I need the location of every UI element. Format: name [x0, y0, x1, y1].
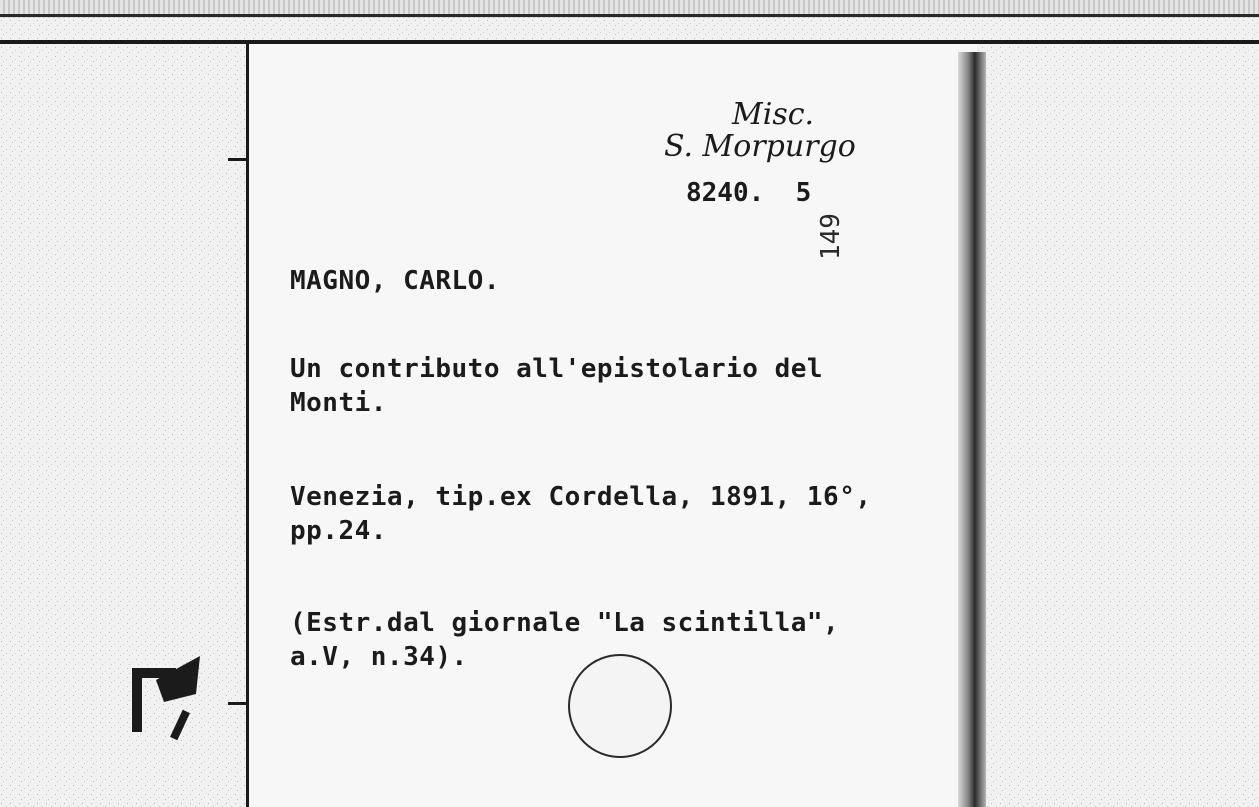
collection-label-misc: Misc.: [732, 97, 815, 132]
card-right-edge: [958, 52, 986, 807]
library-stamp-icon: [126, 650, 206, 746]
title-line-2: Monti.: [290, 388, 387, 418]
left-tick-mark-lower: [228, 702, 248, 705]
shelfmark: 8240. 5: [686, 178, 812, 208]
side-number: 149: [816, 213, 846, 260]
imprint-line-2: pp.24.: [290, 516, 387, 546]
left-tick-mark: [228, 158, 248, 161]
author-heading: MAGNO, CARLO.: [290, 266, 500, 296]
collection-label-name: S. Morpurgo: [664, 129, 856, 164]
note-line-1: (Estr.dal giornale "La scintilla",: [290, 608, 840, 638]
imprint-line-1: Venezia, tip.ex Cordella, 1891, 16°,: [290, 482, 872, 512]
punch-hole: [568, 654, 672, 758]
note-line-2: a.V, n.34).: [290, 642, 468, 672]
title-line-1: Un contributo all'epistolario del: [290, 354, 824, 384]
top-edge-line: [0, 14, 1259, 17]
